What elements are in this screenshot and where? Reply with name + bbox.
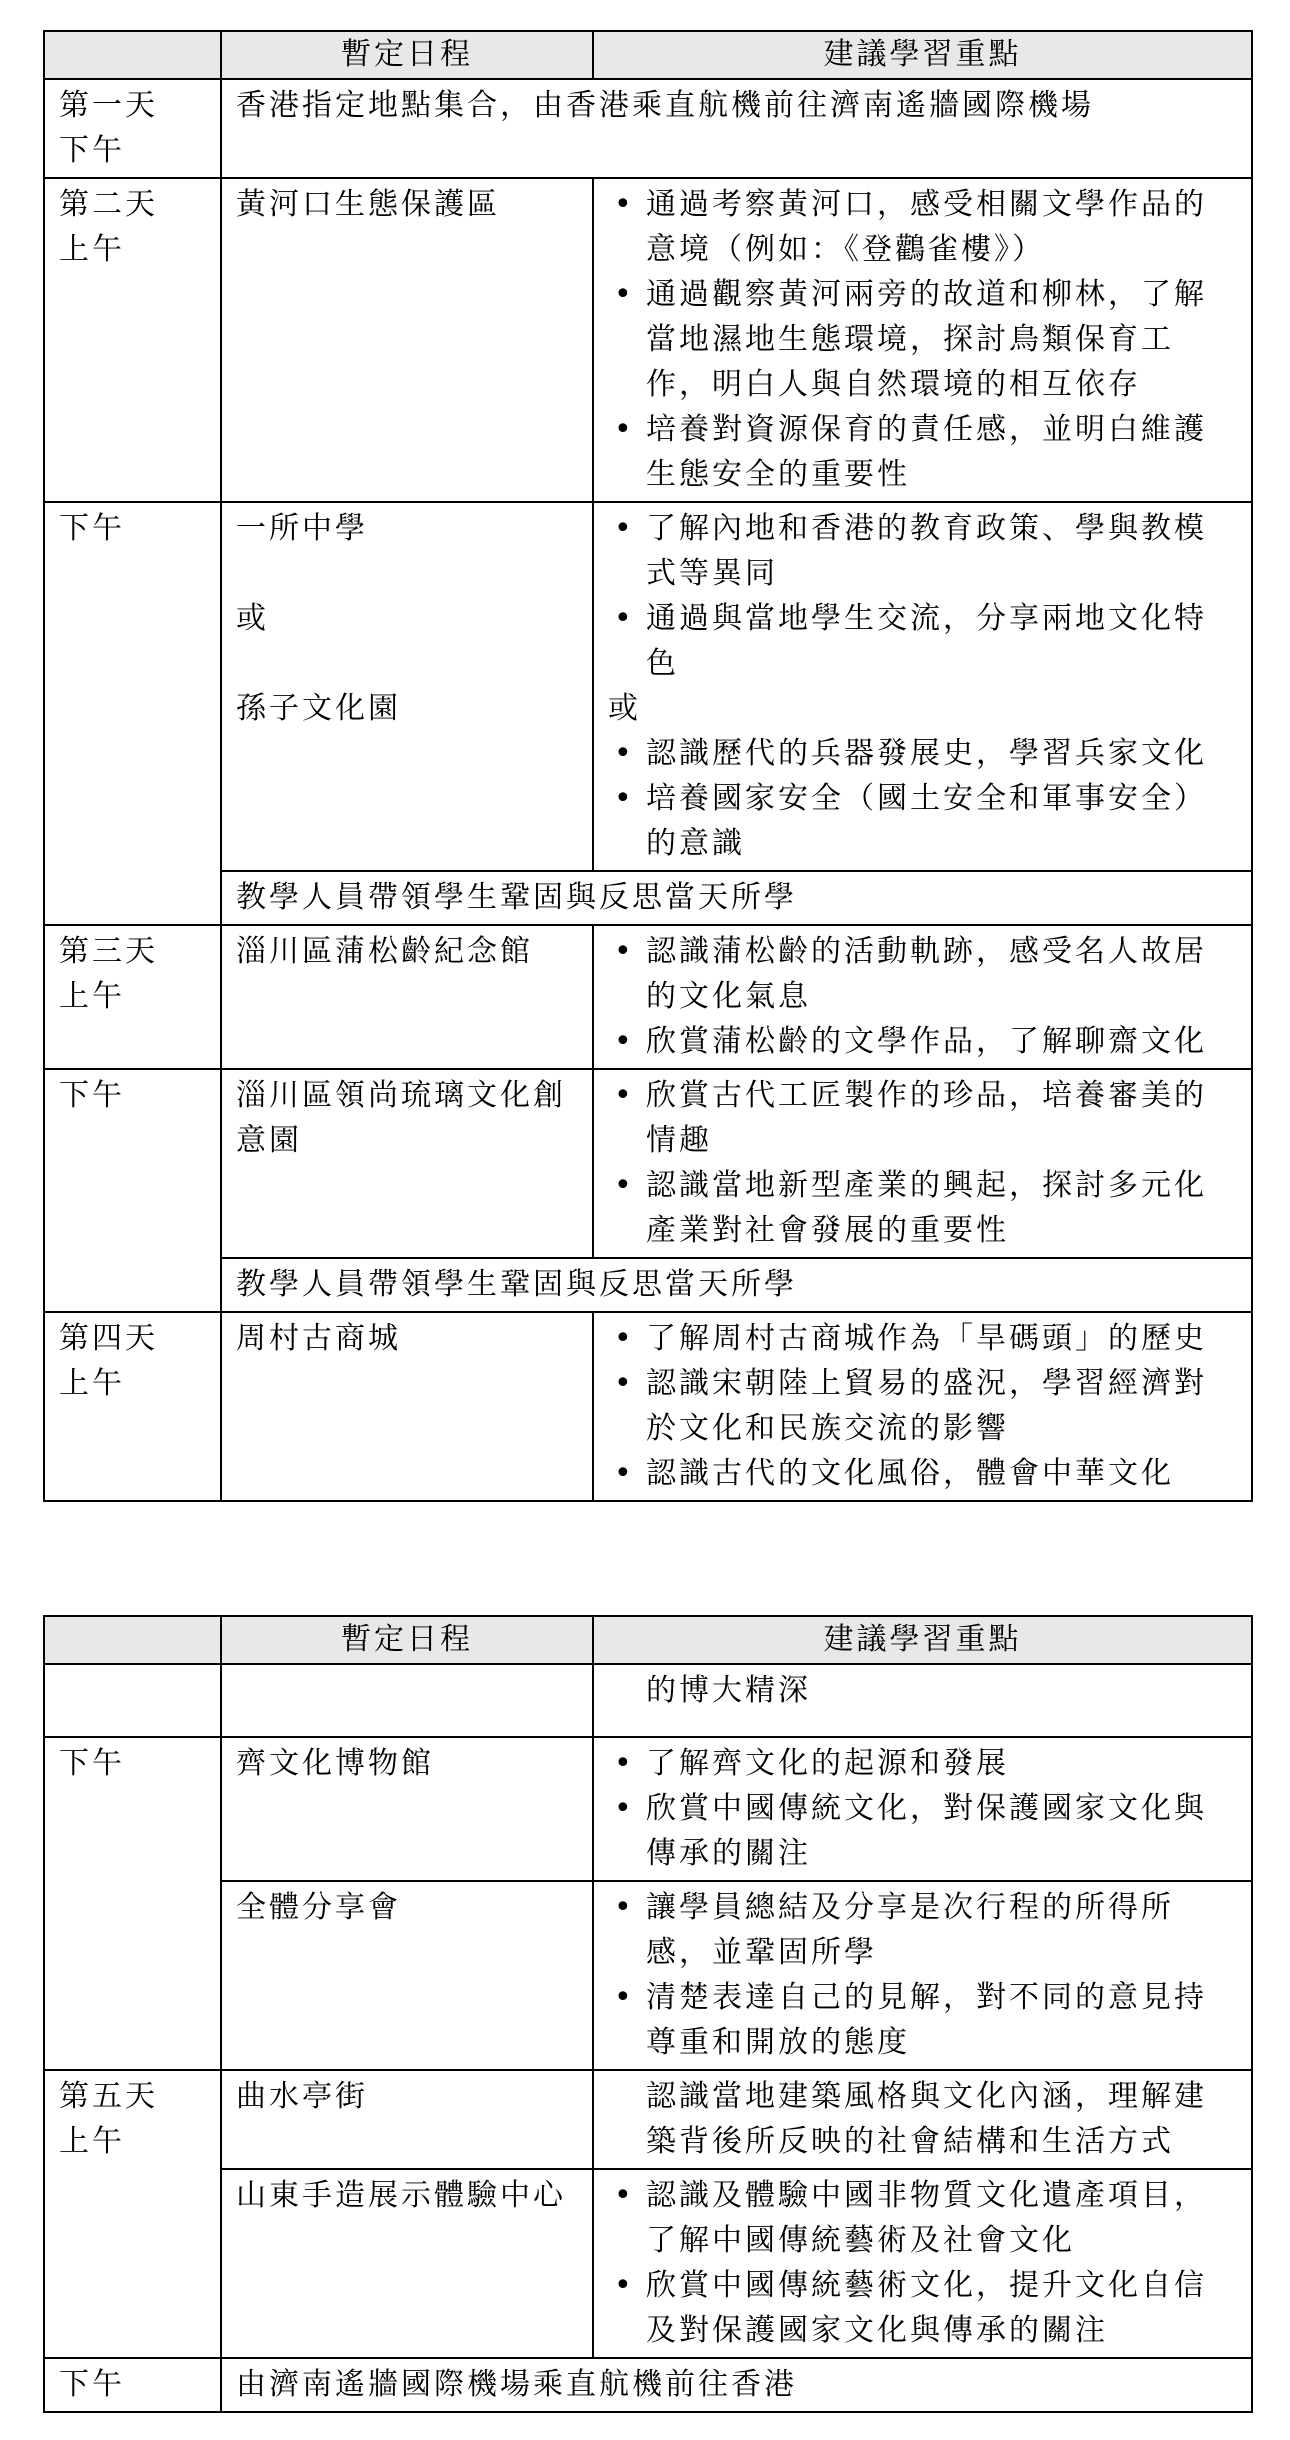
reflection-cell: 教學人員帶領學生鞏固與反思當天所學 [221,871,1252,925]
itinerary-table-1 [43,30,1253,1502]
table-row-sharing [44,1881,1252,2070]
place-cell [221,1664,593,1737]
list-item: • 通過與當地學生交流，分享兩地文化特色 [608,596,1237,686]
day-label: 第四天 [59,1321,158,1356]
points-list [608,929,1237,1064]
time-label: 上午 [59,232,125,267]
place-label: 孫子文化園 [236,691,401,726]
points-cell [593,1737,1252,1881]
list-item: • 認識蒲松齡的活動軌跡，感受名人故居的文化氣息 [608,929,1237,1019]
list-item: • 認識當地新型產業的興起，探討多元化產業對社會發展的重要性 [608,1163,1237,1253]
table-row-day3-am [44,925,1252,1069]
day-label: 第三天 [59,934,158,969]
day-cell [44,1737,221,2070]
table-row-reflection [44,871,1252,925]
list-item: • 了解周村古商城作為「旱碼頭」的歷史 [608,1316,1237,1361]
points-list [608,182,1237,497]
day-label: 第一天 [59,88,158,123]
or-label: 或 [236,601,269,636]
list-item: • 認識古代的文化風俗，體會中華文化 [608,1451,1237,1496]
time-label: 上午 [59,979,125,1014]
or-label: 或 [608,691,641,726]
header-learning-focus: 建議學習重點 [593,31,1252,79]
place-label: 一所中學 [236,511,368,546]
points-cell [593,1069,1252,1258]
points-cell [593,178,1252,502]
points-cell [593,1312,1252,1501]
points-list [608,1885,1237,2065]
itinerary-table-2 [43,1615,1253,2413]
day-label: 第二天 [59,187,158,222]
list-item: • 欣賞蒲松齡的文學作品，了解聊齋文化 [608,1019,1237,1064]
points-list [608,2173,1237,2353]
list-item: • 欣賞中國傳統文化，對保護國家文化與傳承的關注 [608,1786,1237,1876]
list-item: • 了解內地和香港的教育政策、學與教模式等異同 [608,506,1237,596]
time-label: 下午 [59,1078,125,1113]
list-item: • 通過考察黃河口，感受相關文學作品的意境（例如：《登鸛雀樓》） [608,182,1237,272]
place-cell [221,502,593,871]
table-row-reflection [44,1258,1252,1312]
day-cell [44,178,221,502]
table-row-day3-pm [44,1069,1252,1258]
day-cell [44,79,221,178]
header-day [44,31,221,79]
table-row-day4-am [44,1312,1252,1501]
list-item: • 讓學員總結及分享是次行程的所得所感，並鞏固所學 [608,1885,1237,1975]
points-cell [593,2070,1252,2169]
table-header-row [44,31,1252,79]
list-item: • 培養對資源保育的責任感，並明白維護生態安全的重要性 [608,407,1237,497]
day-cell [44,2070,221,2358]
points-list [608,1316,1237,1496]
table-row-day1-pm [44,79,1252,178]
time-label: 上午 [59,1366,125,1401]
header-day [44,1616,221,1664]
points-list [608,1741,1237,1876]
day-cell [44,1069,221,1312]
schedule-cell: 由濟南遙牆國際機場乘直航機前往香港 [221,2358,1252,2412]
day-cell [44,1312,221,1501]
day-label: 第五天 [59,2079,158,2114]
table-row-day2-am [44,178,1252,502]
points-list [608,506,1237,686]
points-cell [593,502,1252,871]
header-schedule: 暫定日程 [221,1616,593,1664]
focus-text: 認識當地建築風格與文化內涵，理解建築背後所反映的社會結構和生活方式 [646,2079,1207,2159]
time-label: 下午 [59,2367,125,2402]
table-row-day5-am [44,2070,1252,2169]
points-cell [593,925,1252,1069]
place-cell: 周村古商城 [221,1312,593,1501]
list-item: • 認識歷代的兵器發展史，學習兵家文化 [608,731,1237,776]
list-item: • 通過觀察黃河兩旁的故道和柳林，了解當地濕地生態環境，探討鳥類保育工作，明白人與自然環境的相互依存 [608,272,1237,407]
continued-text: 的博大精深 [646,1673,811,1708]
place-cell: 山東手造展示體驗中心 [221,2169,593,2358]
list-item: • 培養國家安全（國土安全和軍事安全）的意識 [608,776,1237,866]
table-row-day5-pm [44,2358,1252,2412]
schedule-cell: 香港指定地點集合，由香港乘直航機前往濟南遙牆國際機場 [221,79,1252,178]
points-cell [593,1664,1252,1737]
place-cell: 齊文化博物館 [221,1737,593,1881]
list-item: • 欣賞古代工匠製作的珍品，培養審美的情趣 [608,1073,1237,1163]
points-list [608,731,1237,866]
table-row-handicraft [44,2169,1252,2358]
spacer [236,551,578,596]
points-cell [593,1881,1252,2070]
table-row-continuation [44,1664,1252,1737]
place-cell: 淄川區領尚琉璃文化創意園 [221,1069,593,1258]
list-item: • 清楚表達自己的見解，對不同的意見持尊重和開放的態度 [608,1975,1237,2065]
list-item: • 了解齊文化的起源和發展 [608,1741,1237,1786]
header-schedule: 暫定日程 [221,31,593,79]
time-label: 下午 [59,511,125,546]
header-learning-focus: 建議學習重點 [593,1616,1252,1664]
list-item: • 認識宋朝陸上貿易的盛況，學習經濟對於文化和民族交流的影響 [608,1361,1237,1451]
day-cell [44,2358,221,2412]
day-cell [44,502,221,925]
points-cell [593,2169,1252,2358]
table-row-day2-pm [44,502,1252,871]
place-cell: 曲水亭街 [221,2070,593,2169]
time-label: 下午 [59,133,125,168]
spacer [236,641,578,686]
time-label: 上午 [59,2124,125,2159]
time-label: 下午 [59,1746,125,1781]
day-cell [44,925,221,1069]
list-item: • 認識及體驗中國非物質文化遺產項目，了解中國傳統藝術及社會文化 [608,2173,1237,2263]
place-cell: 全體分享會 [221,1881,593,2070]
table-header-row [44,1616,1252,1664]
place-cell: 黃河口生態保護區 [221,178,593,502]
reflection-cell: 教學人員帶領學生鞏固與反思當天所學 [221,1258,1252,1312]
list-item: • 欣賞中國傳統藝術文化，提升文化自信及對保護國家文化與傳承的關注 [608,2263,1237,2353]
table-row-day4-pm [44,1737,1252,1881]
points-list [608,1073,1237,1253]
place-cell: 淄川區蒲松齡紀念館 [221,925,593,1069]
day-cell [44,1664,221,1737]
